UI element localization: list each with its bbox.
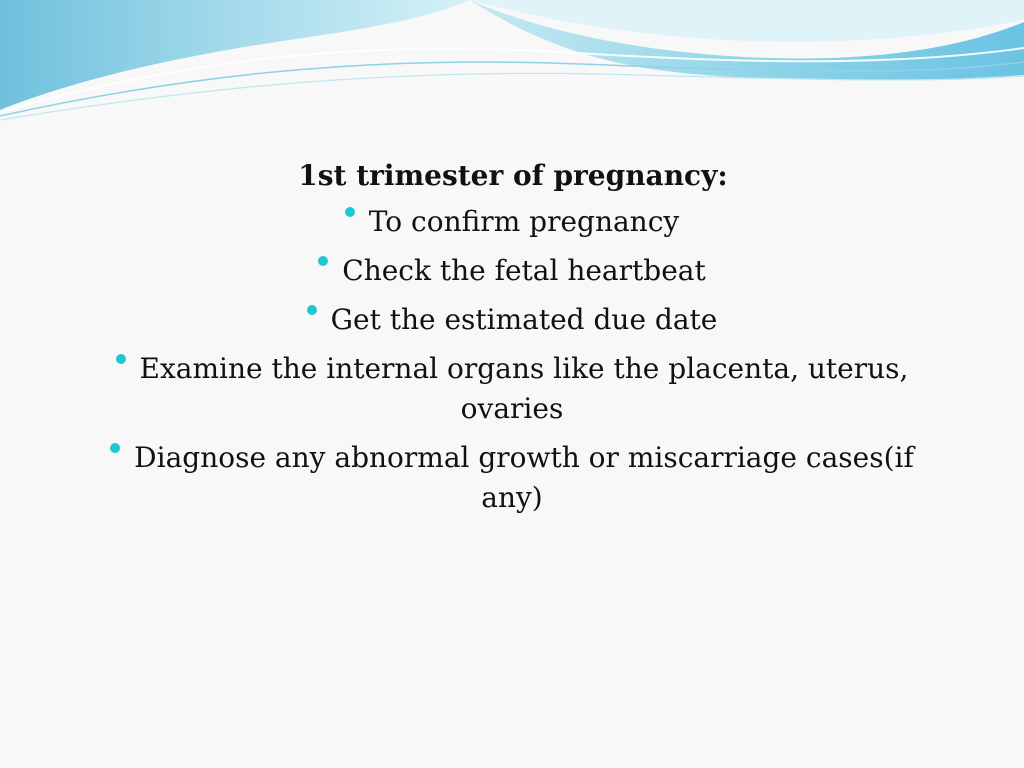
bullet-item xyxy=(97,438,927,518)
bullet-text: Check the fetal heartbeat xyxy=(342,254,706,287)
bullet-item xyxy=(0,251,1024,291)
bullet-dot-icon xyxy=(307,305,317,315)
slide-heading: 1st trimester of pregnancy: xyxy=(298,159,728,192)
bullet-item xyxy=(0,202,1024,242)
bullet-text: Diagnose any abnormal growth or miscarriage cases(if any) xyxy=(134,441,914,514)
wave-line-3 xyxy=(0,73,1024,120)
bullet-text: To confirm pregnancy xyxy=(368,205,680,238)
bullet-dot-icon xyxy=(345,207,355,217)
bullet-dot-icon xyxy=(110,443,120,453)
bullet-list xyxy=(0,202,1024,518)
bullet-text: Get the estimated due date xyxy=(330,303,718,336)
bullet-dot-icon xyxy=(318,256,328,266)
header-wave-decoration xyxy=(0,0,1024,130)
bullet-item xyxy=(97,349,927,429)
bullet-item xyxy=(0,300,1024,340)
bullet-dot-icon xyxy=(116,354,126,364)
bullet-text: Examine the internal organs like the placenta, uterus, ovaries xyxy=(139,352,909,425)
slide-body xyxy=(0,150,1024,527)
